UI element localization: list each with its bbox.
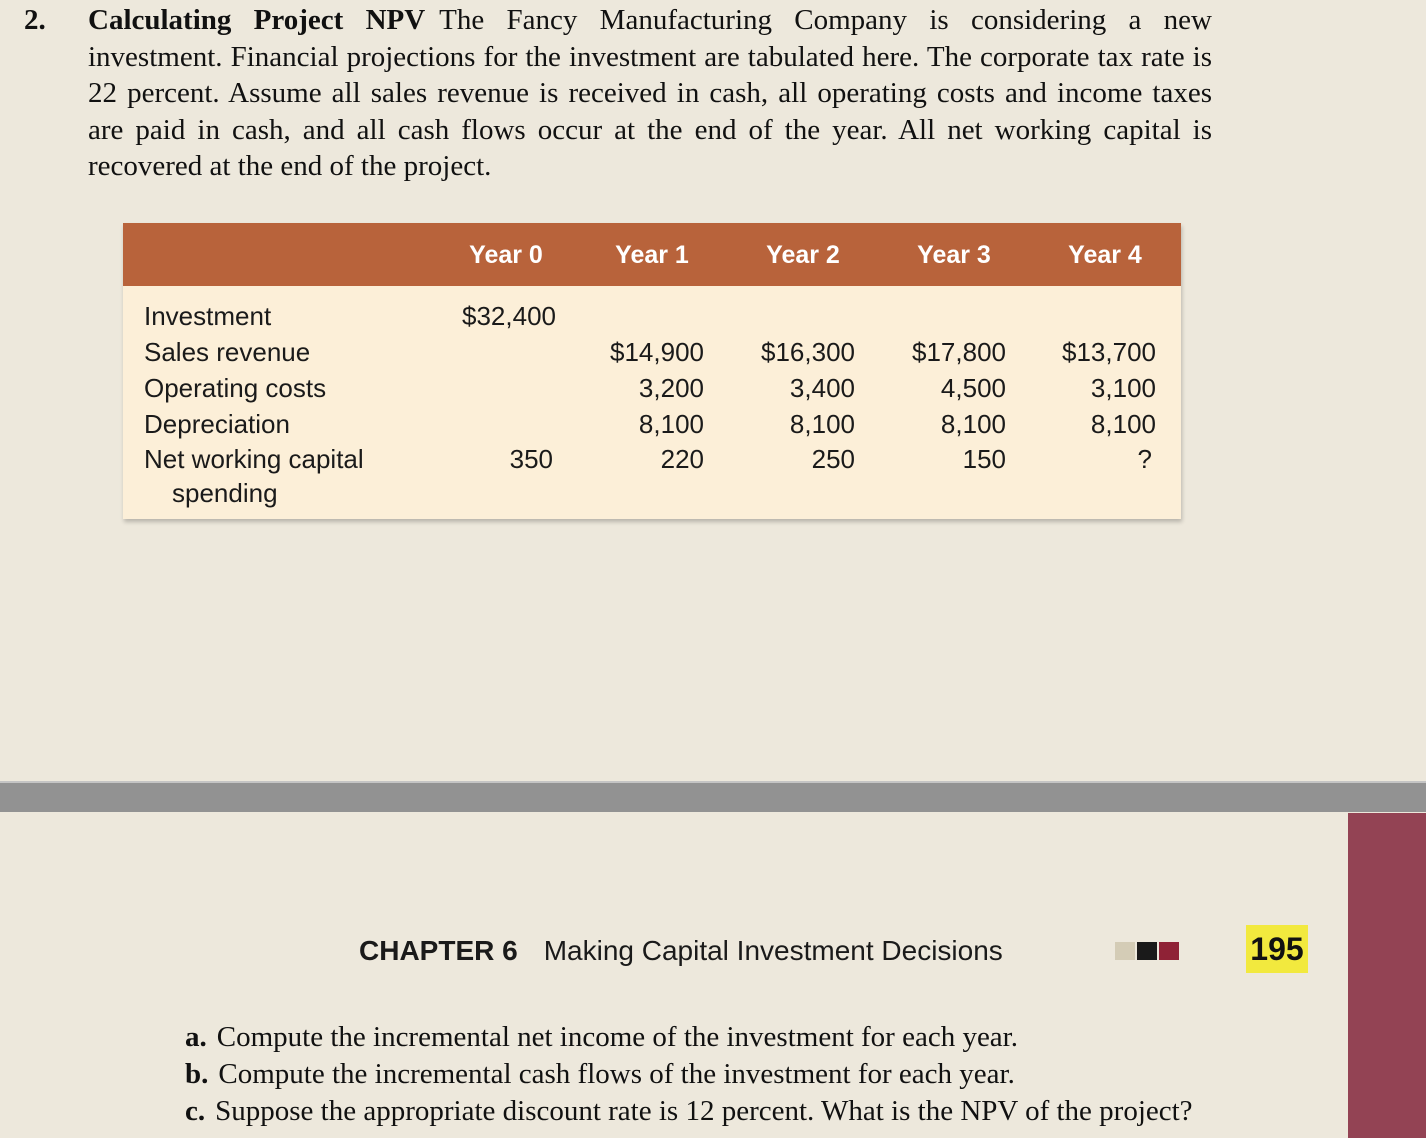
cell-opcost-y3: 4,500 (940, 373, 1006, 403)
questions-list (185, 1019, 1193, 1130)
projection-table (123, 223, 1181, 519)
mark-dark (1137, 942, 1157, 960)
question-text: Suppose the appropriate discount rate is 12 percent. What is the NPV of the project? (215, 1095, 1193, 1127)
row-label-investment: Investment (144, 301, 272, 331)
chapter-side-bar (1348, 813, 1426, 1138)
cell-depr-y2: 8,100 (789, 409, 855, 439)
cell-nwc-y0: 350 (509, 444, 553, 474)
problem-text: The Fancy Manufacturing Company is considering a new investment. Financial projections for the investment are tabulated here. The corporate tax rate is 22 percent. Assume all sales revenue is received in cash, all operating costs and income taxes are paid in cash, and all cash flows occur at the end of the year. All net working capital is recovered at the end of the project. (88, 4, 1212, 183)
question-text: Compute the incremental cash flows of the investment for each year. (218, 1058, 1015, 1090)
question-letter: a. (185, 1021, 207, 1053)
row-label-nwc: Net working capital (144, 444, 364, 474)
chapter-header (359, 932, 1003, 970)
cell-nwc-y1: 220 (660, 444, 704, 474)
cell-nwc-y2: 250 (811, 444, 855, 474)
cell-sales-y1: $14,900 (610, 337, 704, 367)
chapter-title: Making Capital Investment Decisions (543, 935, 1003, 966)
question-c (185, 1093, 1193, 1130)
cell-depr-y3: 8,100 (940, 409, 1006, 439)
row-label-depreciation: Depreciation (144, 409, 290, 439)
question-b (185, 1056, 1193, 1093)
year-3-header: Year 3 (917, 241, 991, 269)
table-header (123, 223, 1181, 286)
year-0-header: Year 0 (469, 241, 543, 269)
row-label-sales-revenue: Sales revenue (144, 337, 311, 367)
year-1-header: Year 1 (615, 241, 689, 269)
cell-investment-y0: $32,400 (462, 301, 556, 331)
row-label-nwc-cont: spending (172, 478, 278, 508)
cell-opcost-y4: 3,100 (1090, 373, 1156, 403)
page-number: 195 (1246, 925, 1308, 973)
cell-nwc-y4: ? (1137, 444, 1152, 474)
problem-body (88, 2, 1212, 185)
year-4-header: Year 4 (1068, 241, 1142, 269)
cell-depr-y1: 8,100 (638, 409, 704, 439)
question-letter: b. (185, 1058, 209, 1090)
cell-sales-y3: $17,800 (912, 337, 1006, 367)
question-letter: c. (185, 1095, 206, 1127)
cell-depr-y4: 8,100 (1090, 409, 1156, 439)
year-2-header: Year 2 (766, 241, 840, 269)
cell-nwc-y3: 150 (962, 444, 1006, 474)
page-separator (0, 781, 1426, 812)
question-a (185, 1019, 1193, 1056)
cell-sales-y2: $16,300 (761, 337, 855, 367)
chapter-label: CHAPTER 6 (359, 935, 518, 966)
problem-title: Calculating Project NPV (88, 4, 426, 36)
mark-light (1115, 942, 1135, 960)
question-text: Compute the incremental net income of the investment for each year. (216, 1021, 1018, 1053)
cell-opcost-y2: 3,400 (789, 373, 855, 403)
problem-number: 2. (24, 4, 46, 36)
row-label-operating-costs: Operating costs (144, 373, 327, 403)
cell-sales-y4: $13,700 (1062, 337, 1156, 367)
cell-opcost-y1: 3,200 (638, 373, 704, 403)
mark-red (1159, 942, 1179, 960)
